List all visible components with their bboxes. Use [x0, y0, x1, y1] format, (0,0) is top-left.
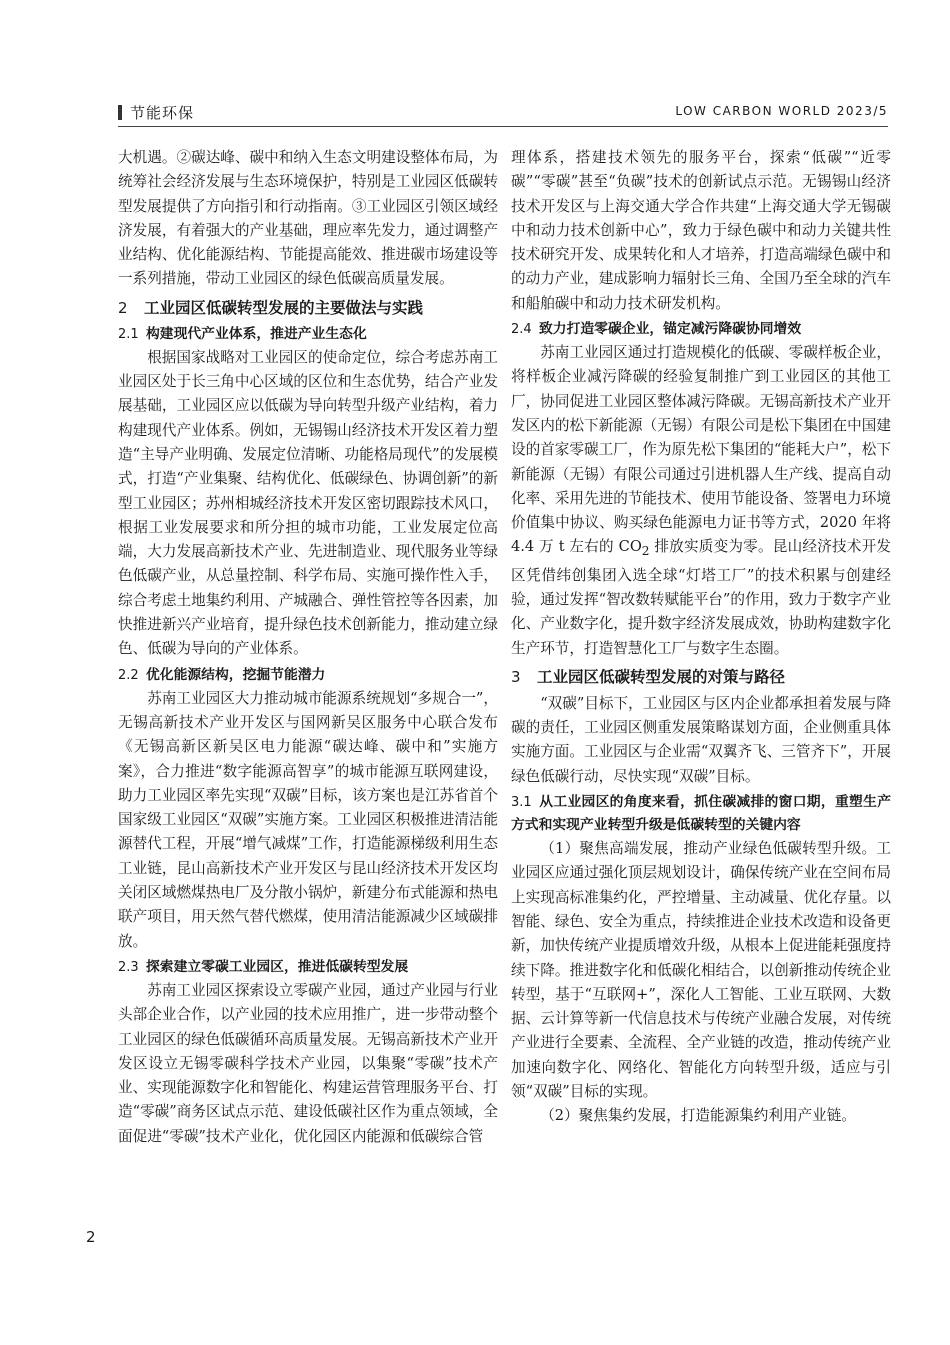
paragraph: 大机遇。②碳达峰、碳中和纳入生态文明建设整体布局，为统筹社会经济发展与生态环境保护，特别是工业园区低碳转型发展提供了方向指引和行动指南。③工业园区引领区域经济发展，有着强大的产业基础，理应率先发力，通过调整产业结构、优化能源结构、节能提高能效、推进碳市场建设等一系列措施，带动工业园区的绿色低碳高质量发展。	[118, 149, 498, 288]
section-number: 2.4	[511, 322, 532, 338]
paragraph: （1）聚焦高端发展，推动产业绿色低碳转型升级。工业园区应通过强化顶层规划设计，确保传统产业在空间布局上实现高标准集约化，严控增量、主动减量、优化存量。以智能、绿色、安全为重点，持续推进企业技术改造和设备更新，加快传统产业提质增效升级，从根本上促进能耗强度持续下降。推进数字化和低碳化相结合，以创新推动传统企业转型，基于“互联网+”，深化人工智能、工业互联网、大数据、云计算等新一代信息技术与传统产业融合发展，对传统产业进行全要素、全流程、全产业链的改造，推动传统产业加速向数字化、网络化、智能化方向转型升级，适应与引领“双碳”目标的实现。	[511, 840, 891, 1100]
section-title: 工业园区低碳转型发展的对策与路径	[537, 667, 786, 686]
section-title: 优化能源结构，挖掘节能潜力	[146, 666, 326, 683]
paragraph: 苏南工业园区大力推动城市能源系统规划“多规合一”，无锡高新技术产业开发区与国网新吴区服务中心联合发布《无锡高新区新吴区电力能源“碳达峰、碳中和”实施方案》，合力推进“数字能源高智享”的城市能源互联网建设，助力工业园区率先实现“双碳”目标，该方案也是江苏省首个国家级工业园区“双碳”实施方案。工业园区积极推进清洁能源替代工程，开展“增气减煤”工作，打造能源梯级利用生态工业链，昆山高新技术产业开发区与昆山经济技术开发区均关闭区域燃煤热电厂及分散小锅炉，新建分布式能源和热电联产项目，用天然气替代燃煤，使用清洁能源减少区域碳排放。	[118, 689, 498, 950]
journal-name-issue: LOW CARBON WORLD 2023/5	[675, 104, 888, 118]
section-title: 致力打造零碳企业，锚定减污降碳协同增效	[539, 321, 802, 338]
header-divider	[118, 126, 888, 127]
paragraph-text: 苏南工业园区通过打造规模化的低碳、零碳样板企业，将样板企业减污降碳的经验复制推广到工业园区的其他工厂，协同促进工业园区整体减污降碳。无锡高新技术产业开发区内的松下新能源（无锡）有限公司是松下集团在中国建设的首家零碳工厂，作为原先松下集团的“能耗大户”，松下新能源（无锡）有限公司通过引进机器人生产线、提高自动化率、采用先进的节能技术、使用节能设备、签署电力环境价值集中协议、购买绿色能源电力证书等方式，2020 年将 4.4 万 t 左右的 CO	[511, 344, 891, 556]
header-bar-mark	[118, 105, 122, 120]
subsection-heading-3-1	[511, 791, 891, 837]
section-number: 2	[118, 298, 128, 317]
page-number: 2	[86, 1228, 96, 1246]
section-heading-3	[511, 665, 891, 690]
section-number: 2.3	[118, 959, 139, 975]
paragraph	[511, 341, 891, 661]
left-column	[118, 146, 498, 1149]
journal-section-title: 节能环保	[130, 104, 195, 122]
subsection-heading-2-3	[118, 956, 498, 979]
co2-subscript: 2	[641, 544, 650, 559]
section-title: 构建现代产业体系，推进产业生态化	[146, 325, 367, 342]
section-number: 3.1	[511, 795, 532, 811]
paragraph: “双碳”目标下，工业园区与区内企业都承担着发展与降碳的责任，工业园区侧重发展策略谋划方面，企业侧重具体实施方面。工业园区与企业需“双翼齐飞、三管齐下”，开展绿色低碳行动，尽快实现“双碳”目标。	[511, 694, 891, 785]
paragraph: （2）聚焦集约发展，打造能源集约利用产业链。	[540, 1107, 856, 1125]
section-title: 从工业园区的角度来看，抓住碳减排的窗口期，重塑生产方式和实现产业转型升级是低碳转型的关键内容	[511, 794, 891, 834]
section-number: 2.2	[118, 667, 139, 683]
paragraph: 根据国家战略对工业园区的使命定位，综合考虑苏南工业园区处于长三角中心区域的区位和生态优势，结合产业发展基础，工业园区应以低碳为导向转型升级产业结构，着力构建现代产业体系。例如，无锡锡山经济技术开发区着力塑造“主导产业明确、发展定位清晰、功能格局现代”的发展模式，打造“产业集聚、结构优化、低碳绿色、协调创新”的新型工业园区；苏州相城经济技术开发区密切跟踪技术风口，根据工业发展要求和所分担的城市功能，工业发展定位高端，大力发展高新技术产业、先进制造业、现代服务业等绿色低碳产业，从总量控制、科学布局、实施可操作性入手，综合考虑土地集约利用、产城融合、弹性管控等各因素，加快推进新兴产业培育，提升绿色技术创新能力，推动建立绿色、低碳为导向的产业体系。	[118, 348, 498, 658]
section-number: 3	[511, 667, 521, 686]
paragraph-text: 排放实质变为零。昆山经济技术开发区凭借纬创集团入选全球“灯塔工厂”的技术积累与创建经验，通过发挥“智改数转赋能平台”的作用，致力于数字产业化、产业数字化，提升数字经济发展成效，协助构建数字化生产环节，打造智慧化工厂与数字生态圈。	[511, 538, 891, 657]
subsection-heading-2-4	[511, 318, 891, 341]
right-column	[511, 146, 891, 1129]
section-heading-2	[118, 296, 498, 321]
paragraph: 苏南工业园区探索设立零碳产业园，通过产业园与行业头部企业合作，以产业园的技术应用推广，进一步带动整个工业园区的绿色低碳循环高质量发展。无锡高新技术产业开发区设立无锡零碳科学技术产业园，以集聚“零碳”技术产业、实现能源数字化和智能化、构建运营管理服务平台、打造“零碳”商务区试点示范、建设低碳社区作为重点领域，全面促进“零碳”技术产业化，优化园区内能源和低碳综合管	[118, 981, 498, 1145]
section-number: 2.1	[118, 326, 139, 342]
page-header	[118, 100, 888, 124]
subsection-heading-2-1	[118, 323, 498, 346]
section-title: 工业园区低碳转型发展的主要做法与实践	[144, 298, 424, 317]
subsection-heading-2-2	[118, 664, 498, 687]
paragraph: 理体系，搭建技术领先的服务平台，探索“低碳”“近零碳”“零碳”甚至“负碳”技术的创新试点示范。无锡锡山经济技术开发区与上海交通大学合作共建“上海交通大学无锡碳中和动力技术创新中心”，致力于绿色碳中和动力关键共性技术研究开发、成果转化和人才培养，打造高端绿色碳中和的动力产业，建成影响力辐射长三角、全国乃至全球的汽车和船舶碳中和动力技术研发机构。	[511, 149, 891, 312]
section-title: 探索建立零碳工业园区，推进低碳转型发展	[146, 958, 409, 975]
